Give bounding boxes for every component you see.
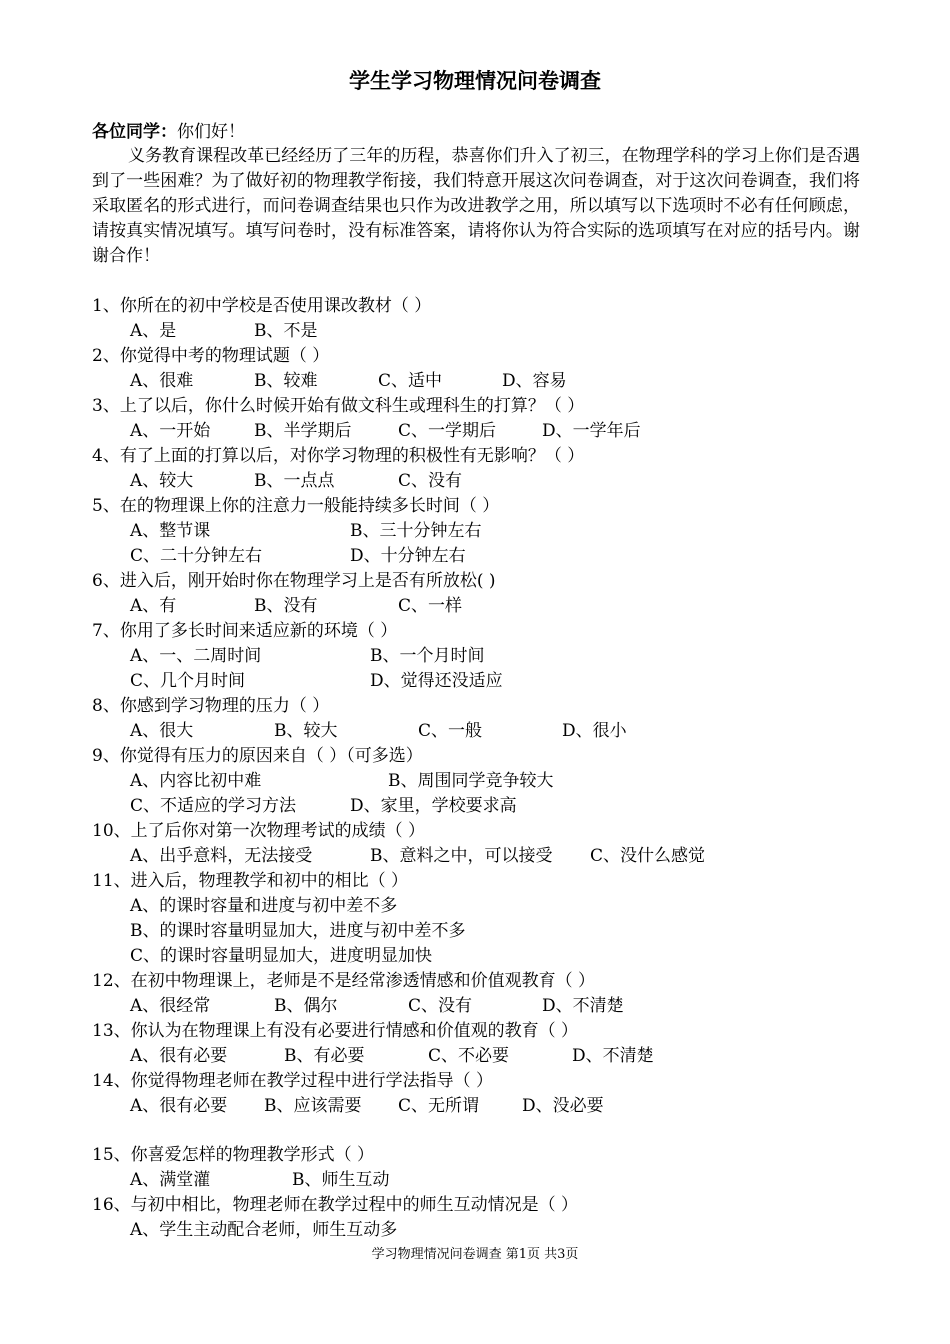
answer-option[interactable]: C、无所谓 xyxy=(398,1096,480,1116)
answer-option[interactable]: D、觉得还没适应 xyxy=(370,671,503,691)
question-3: 3、上了以后，你什么时候开始有做文科生或理科生的打算？（ ） xyxy=(92,396,585,416)
question-13-options xyxy=(92,1044,882,1069)
answer-option[interactable]: C、适中 xyxy=(378,371,443,391)
question-6: 6、进入后，刚开始时你在物理学习上是否有所放松( ) xyxy=(92,571,496,591)
question-11-options xyxy=(92,919,882,944)
question-6-options xyxy=(92,594,882,619)
answer-option[interactable]: C、没有 xyxy=(408,996,473,1016)
answer-option[interactable]: A、很难 xyxy=(130,371,194,391)
question-2: 2、你觉得中考的物理试题（ ） xyxy=(92,346,330,366)
question-7-options xyxy=(92,669,882,694)
question-gap xyxy=(92,1119,882,1143)
answer-option[interactable]: A、出乎意料，无法接受 xyxy=(130,846,313,866)
answer-option[interactable]: D、家里，学校要求高 xyxy=(350,796,517,816)
question-14: 14、你觉得物理老师在教学过程中进行学法指导（ ） xyxy=(92,1071,494,1091)
question-9-options xyxy=(92,769,882,794)
answer-option[interactable]: A、是 xyxy=(130,321,177,341)
answer-option[interactable]: C、一样 xyxy=(398,596,463,616)
answer-option[interactable]: C、没什么感觉 xyxy=(590,846,706,866)
question-1: 1、你所在的初中学校是否使用课改教材（ ） xyxy=(92,296,432,316)
answer-option[interactable]: B、意料之中，可以接受 xyxy=(370,846,553,866)
answer-option[interactable]: B、三十分钟左右 xyxy=(350,521,482,541)
answer-option[interactable]: A、整节课 xyxy=(130,521,211,541)
answer-option[interactable]: A、满堂灌 xyxy=(130,1170,211,1190)
answer-option[interactable]: A、较大 xyxy=(130,471,194,491)
question-12-options xyxy=(92,994,882,1019)
answer-option[interactable]: A、很大 xyxy=(130,721,194,741)
question-16: 16、与初中相比，物理老师在教学过程中的师生互动情况是（ ） xyxy=(92,1195,579,1215)
question-15-options xyxy=(92,1168,882,1193)
answer-option[interactable]: B、较难 xyxy=(254,371,318,391)
answer-option[interactable]: A、学生主动配合老师，师生互动多 xyxy=(130,1220,398,1240)
question-8: 8、你感到学习物理的压力（ ） xyxy=(92,696,330,716)
answer-option[interactable]: A、很经常 xyxy=(130,996,211,1016)
question-14-options xyxy=(92,1094,882,1119)
answer-option[interactable]: A、一开始 xyxy=(130,421,211,441)
question-2-options xyxy=(92,369,882,394)
question-12: 12、在初中物理课上，老师是不是经常渗透情感和价值观教育（ ） xyxy=(92,971,596,991)
question-3-options xyxy=(92,419,882,444)
question-4: 4、有了上面的打算以后，对你学习物理的积极性有无影响？（ ） xyxy=(92,446,585,466)
question-10: 10、上了后你对第一次物理考试的成绩（ ） xyxy=(92,821,426,841)
answer-option[interactable]: B、较大 xyxy=(274,721,338,741)
answer-option[interactable]: B、一点点 xyxy=(254,471,335,491)
question-5: 5、在的物理课上你的注意力一般能持续多长时间（ ） xyxy=(92,496,500,516)
answer-option[interactable]: B、周围同学竞争较大 xyxy=(388,771,554,791)
question-4-options xyxy=(92,469,882,494)
answer-option[interactable]: B、有必要 xyxy=(284,1046,365,1066)
greeting-hello: 你们好！ xyxy=(177,122,245,142)
answer-option[interactable]: C、二十分钟左右 xyxy=(130,546,263,566)
answer-option[interactable]: B、的课时容量明显加大，进度与初中差不多 xyxy=(130,921,466,941)
question-1-options xyxy=(92,319,882,344)
question-5-options xyxy=(92,519,882,544)
question-16-options xyxy=(92,1218,882,1243)
answer-option[interactable]: D、很小 xyxy=(562,721,627,741)
answer-option[interactable]: C、不适应的学习方法 xyxy=(130,796,297,816)
question-11-options xyxy=(92,944,882,969)
question-11-options xyxy=(92,894,882,919)
answer-option[interactable]: D、容易 xyxy=(502,371,567,391)
answer-option[interactable]: C、一学期后 xyxy=(398,421,497,441)
question-9-options xyxy=(92,794,882,819)
answer-option[interactable]: C、的课时容量明显加大，进度明显加快 xyxy=(130,946,433,966)
question-15: 15、你喜爱怎样的物理教学形式（ ） xyxy=(92,1145,375,1165)
answer-option[interactable]: A、内容比初中难 xyxy=(130,771,262,791)
answer-option[interactable]: C、一般 xyxy=(418,721,483,741)
answer-option[interactable]: B、一个月时间 xyxy=(370,646,485,666)
question-7: 7、你用了多长时间来适应新的环境（ ） xyxy=(92,621,398,641)
question-7-options xyxy=(92,644,882,669)
answer-option[interactable]: C、不必要 xyxy=(428,1046,510,1066)
page-footer: 学习物理情况问卷调查 第1页 共3页 xyxy=(371,1247,579,1262)
question-8-options xyxy=(92,719,882,744)
question-13: 13、你认为在物理课上有没有必要进行情感和价值观的教育（ ） xyxy=(92,1021,579,1041)
question-list xyxy=(92,294,882,1243)
question-9: 9、你觉得有压力的原因来自（ ）（可多选） xyxy=(92,746,423,766)
answer-option[interactable]: A、很有必要 xyxy=(130,1046,228,1066)
answer-option[interactable]: B、不是 xyxy=(254,321,318,341)
answer-option[interactable]: A、很有必要 xyxy=(130,1096,228,1116)
answer-option[interactable]: C、没有 xyxy=(398,471,463,491)
answer-option[interactable]: B、没有 xyxy=(254,596,318,616)
answer-option[interactable]: B、偶尔 xyxy=(274,996,338,1016)
intro-paragraph: 义务教育课程改革已经经历了三年的历程，恭喜你们升入了初三，在物理学科的学习上你们是否遇到了一些困难？为了做好初的物理教学衔接，我们特意开展这次问卷调查，对于这次问卷调查，我们将采取匿名的形式进行，而问卷调查结果也只作为改进教学之用，所以填写以下选项时不必有任何顾虑，请按真实情况填写。填写问卷时，没有标准答案，请将你认为符合实际的选项填写在对应的括号内。谢谢合作！ xyxy=(92,146,860,266)
answer-option[interactable]: A、一、二周时间 xyxy=(130,646,262,666)
answer-option[interactable]: D、一学年后 xyxy=(542,421,641,441)
page-title: 学生学习物理情况问卷调查 xyxy=(349,69,601,93)
answer-option[interactable]: B、应该需要 xyxy=(264,1096,362,1116)
greeting-salutation: 各位同学： xyxy=(92,122,177,142)
answer-option[interactable]: C、几个月时间 xyxy=(130,671,246,691)
question-10-options xyxy=(92,844,882,869)
answer-option[interactable]: D、不清楚 xyxy=(542,996,624,1016)
question-5-options xyxy=(92,544,882,569)
answer-option[interactable]: B、半学期后 xyxy=(254,421,352,441)
greeting xyxy=(92,120,245,144)
question-11: 11、进入后，物理教学和初中的相比（ ） xyxy=(92,871,409,891)
answer-option[interactable]: D、十分钟左右 xyxy=(350,546,466,566)
answer-option[interactable]: A、有 xyxy=(130,596,177,616)
answer-option[interactable]: D、不清楚 xyxy=(572,1046,654,1066)
answer-option[interactable]: D、没必要 xyxy=(522,1096,604,1116)
answer-option[interactable]: B、师生互动 xyxy=(292,1170,390,1190)
answer-option[interactable]: A、的课时容量和进度与初中差不多 xyxy=(130,896,398,916)
